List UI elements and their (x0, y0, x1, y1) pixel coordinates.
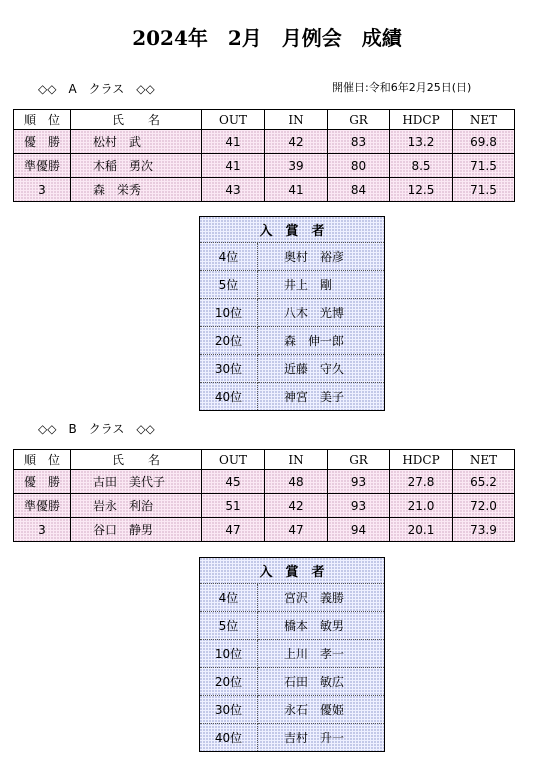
cell-gr: 84 (328, 178, 390, 202)
cell-out: 41 (202, 154, 265, 178)
cell-in: 42 (265, 494, 328, 518)
list-item (200, 584, 385, 612)
winner-name: 石田 敏広 (258, 668, 385, 696)
cell-in: 48 (265, 470, 328, 494)
header-in: IN (265, 110, 328, 130)
class-a-results-table (13, 109, 515, 202)
winner-rank: 20位 (200, 327, 258, 355)
winner-rank: 4位 (200, 584, 258, 612)
winner-name: 八木 光博 (258, 299, 385, 327)
list-item (200, 640, 385, 668)
cell-rank: 準優勝 (14, 494, 71, 518)
table-row (14, 518, 515, 542)
winner-rank: 10位 (200, 299, 258, 327)
cell-in: 47 (265, 518, 328, 542)
list-item (200, 668, 385, 696)
cell-gr: 93 (328, 494, 390, 518)
cell-rank: 3 (14, 178, 71, 202)
list-item (200, 696, 385, 724)
list-item (200, 243, 385, 271)
cell-out: 47 (202, 518, 265, 542)
list-item (200, 355, 385, 383)
winner-name: 近藤 守久 (258, 355, 385, 383)
cell-net: 73.9 (453, 518, 515, 542)
list-item (200, 383, 385, 411)
list-item (200, 271, 385, 299)
class-b-label: ◇◇ B クラス ◇◇ (38, 422, 155, 436)
header-net: NET (453, 450, 515, 470)
table-header-row (14, 110, 515, 130)
winner-rank: 30位 (200, 696, 258, 724)
winner-name: 神宮 美子 (284, 390, 345, 404)
header-name: 氏 名 (71, 450, 202, 470)
cell-rank: 3 (14, 518, 71, 542)
table-row (14, 154, 515, 178)
cell-rank: 優 勝 (14, 130, 71, 154)
winner-name: 永石 優姫 (258, 696, 385, 724)
cell-out: 43 (202, 178, 265, 202)
cell-gr: 83 (328, 130, 390, 154)
winner-name: 井上 剛 (258, 271, 385, 299)
header-gr: GR (328, 110, 390, 130)
header-rank: 順 位 (14, 450, 71, 470)
winners-header: 入 賞 者 (200, 217, 385, 243)
cell-net: 71.5 (453, 178, 515, 202)
header-hdcp: HDCP (390, 110, 453, 130)
class-a-winners-table (199, 216, 385, 411)
cell-rank: 準優勝 (14, 154, 71, 178)
table-header-row (14, 450, 515, 470)
class-b-winners-table (199, 557, 385, 752)
cell-net: 69.8 (453, 130, 515, 154)
cell-name: 岩永 利治 (71, 494, 202, 518)
page-title: 2024年 2月 月例会 成績 (132, 26, 402, 50)
cell-hdcp: 20.1 (390, 518, 453, 542)
header-net: NET (453, 110, 515, 130)
header-name: 氏 名 (71, 110, 202, 130)
header-out: OUT (202, 110, 265, 130)
cell-out: 51 (202, 494, 265, 518)
cell-name: 木稲 勇次 (71, 154, 202, 178)
cell-in: 39 (265, 154, 328, 178)
cell-in: 41 (265, 178, 328, 202)
cell-name: 森 栄秀 (71, 178, 202, 202)
header-hdcp: HDCP (390, 450, 453, 470)
class-a-label: ◇◇ A クラス ◇◇ (38, 82, 155, 96)
winner-rank: 10位 (200, 640, 258, 668)
cell-rank: 優 勝 (14, 470, 71, 494)
cell-name: 谷口 静男 (71, 518, 202, 542)
cell-name: 松村 武 (71, 130, 202, 154)
winner-name: 上川 孝一 (258, 640, 385, 668)
cell-hdcp: 13.2 (390, 130, 453, 154)
table-row (14, 178, 515, 202)
cell-gr: 93 (328, 470, 390, 494)
winner-name: 吉村 升一 (284, 731, 345, 745)
list-item (200, 724, 385, 752)
cell-out: 41 (202, 130, 265, 154)
winner-rank: 40位 (200, 383, 258, 411)
class-b-results-table (13, 449, 515, 542)
cell-net: 65.2 (453, 470, 515, 494)
table-row (14, 130, 515, 154)
header-in: IN (265, 450, 328, 470)
cell-net: 71.5 (453, 154, 515, 178)
winner-rank: 30位 (200, 355, 258, 383)
winner-rank: 5位 (200, 612, 258, 640)
winner-name: 橋本 敏男 (258, 612, 385, 640)
winner-rank: 40位 (200, 724, 258, 752)
winner-name: 宮沢 義勝 (258, 584, 385, 612)
winner-name: 奥村 裕彦 (258, 243, 385, 271)
table-row (14, 470, 515, 494)
cell-name: 古田 美代子 (71, 470, 202, 494)
event-date: 開催日:令和6年2月25日(日) (332, 81, 472, 94)
cell-hdcp: 27.8 (390, 470, 453, 494)
cell-hdcp: 21.0 (390, 494, 453, 518)
cell-gr: 94 (328, 518, 390, 542)
cell-out: 45 (202, 470, 265, 494)
table-row (14, 494, 515, 518)
header-out: OUT (202, 450, 265, 470)
cell-hdcp: 12.5 (390, 178, 453, 202)
winner-rank: 20位 (200, 668, 258, 696)
winners-header: 入 賞 者 (200, 558, 385, 584)
list-item (200, 612, 385, 640)
cell-gr: 80 (328, 154, 390, 178)
cell-in: 42 (265, 130, 328, 154)
header-gr: GR (328, 450, 390, 470)
list-item (200, 327, 385, 355)
cell-net: 72.0 (453, 494, 515, 518)
winner-name: 森 伸一郎 (258, 327, 385, 355)
winner-rank: 4位 (200, 243, 258, 271)
winner-rank: 5位 (200, 271, 258, 299)
list-item (200, 299, 385, 327)
header-rank: 順 位 (14, 110, 71, 130)
cell-hdcp: 8.5 (390, 154, 453, 178)
